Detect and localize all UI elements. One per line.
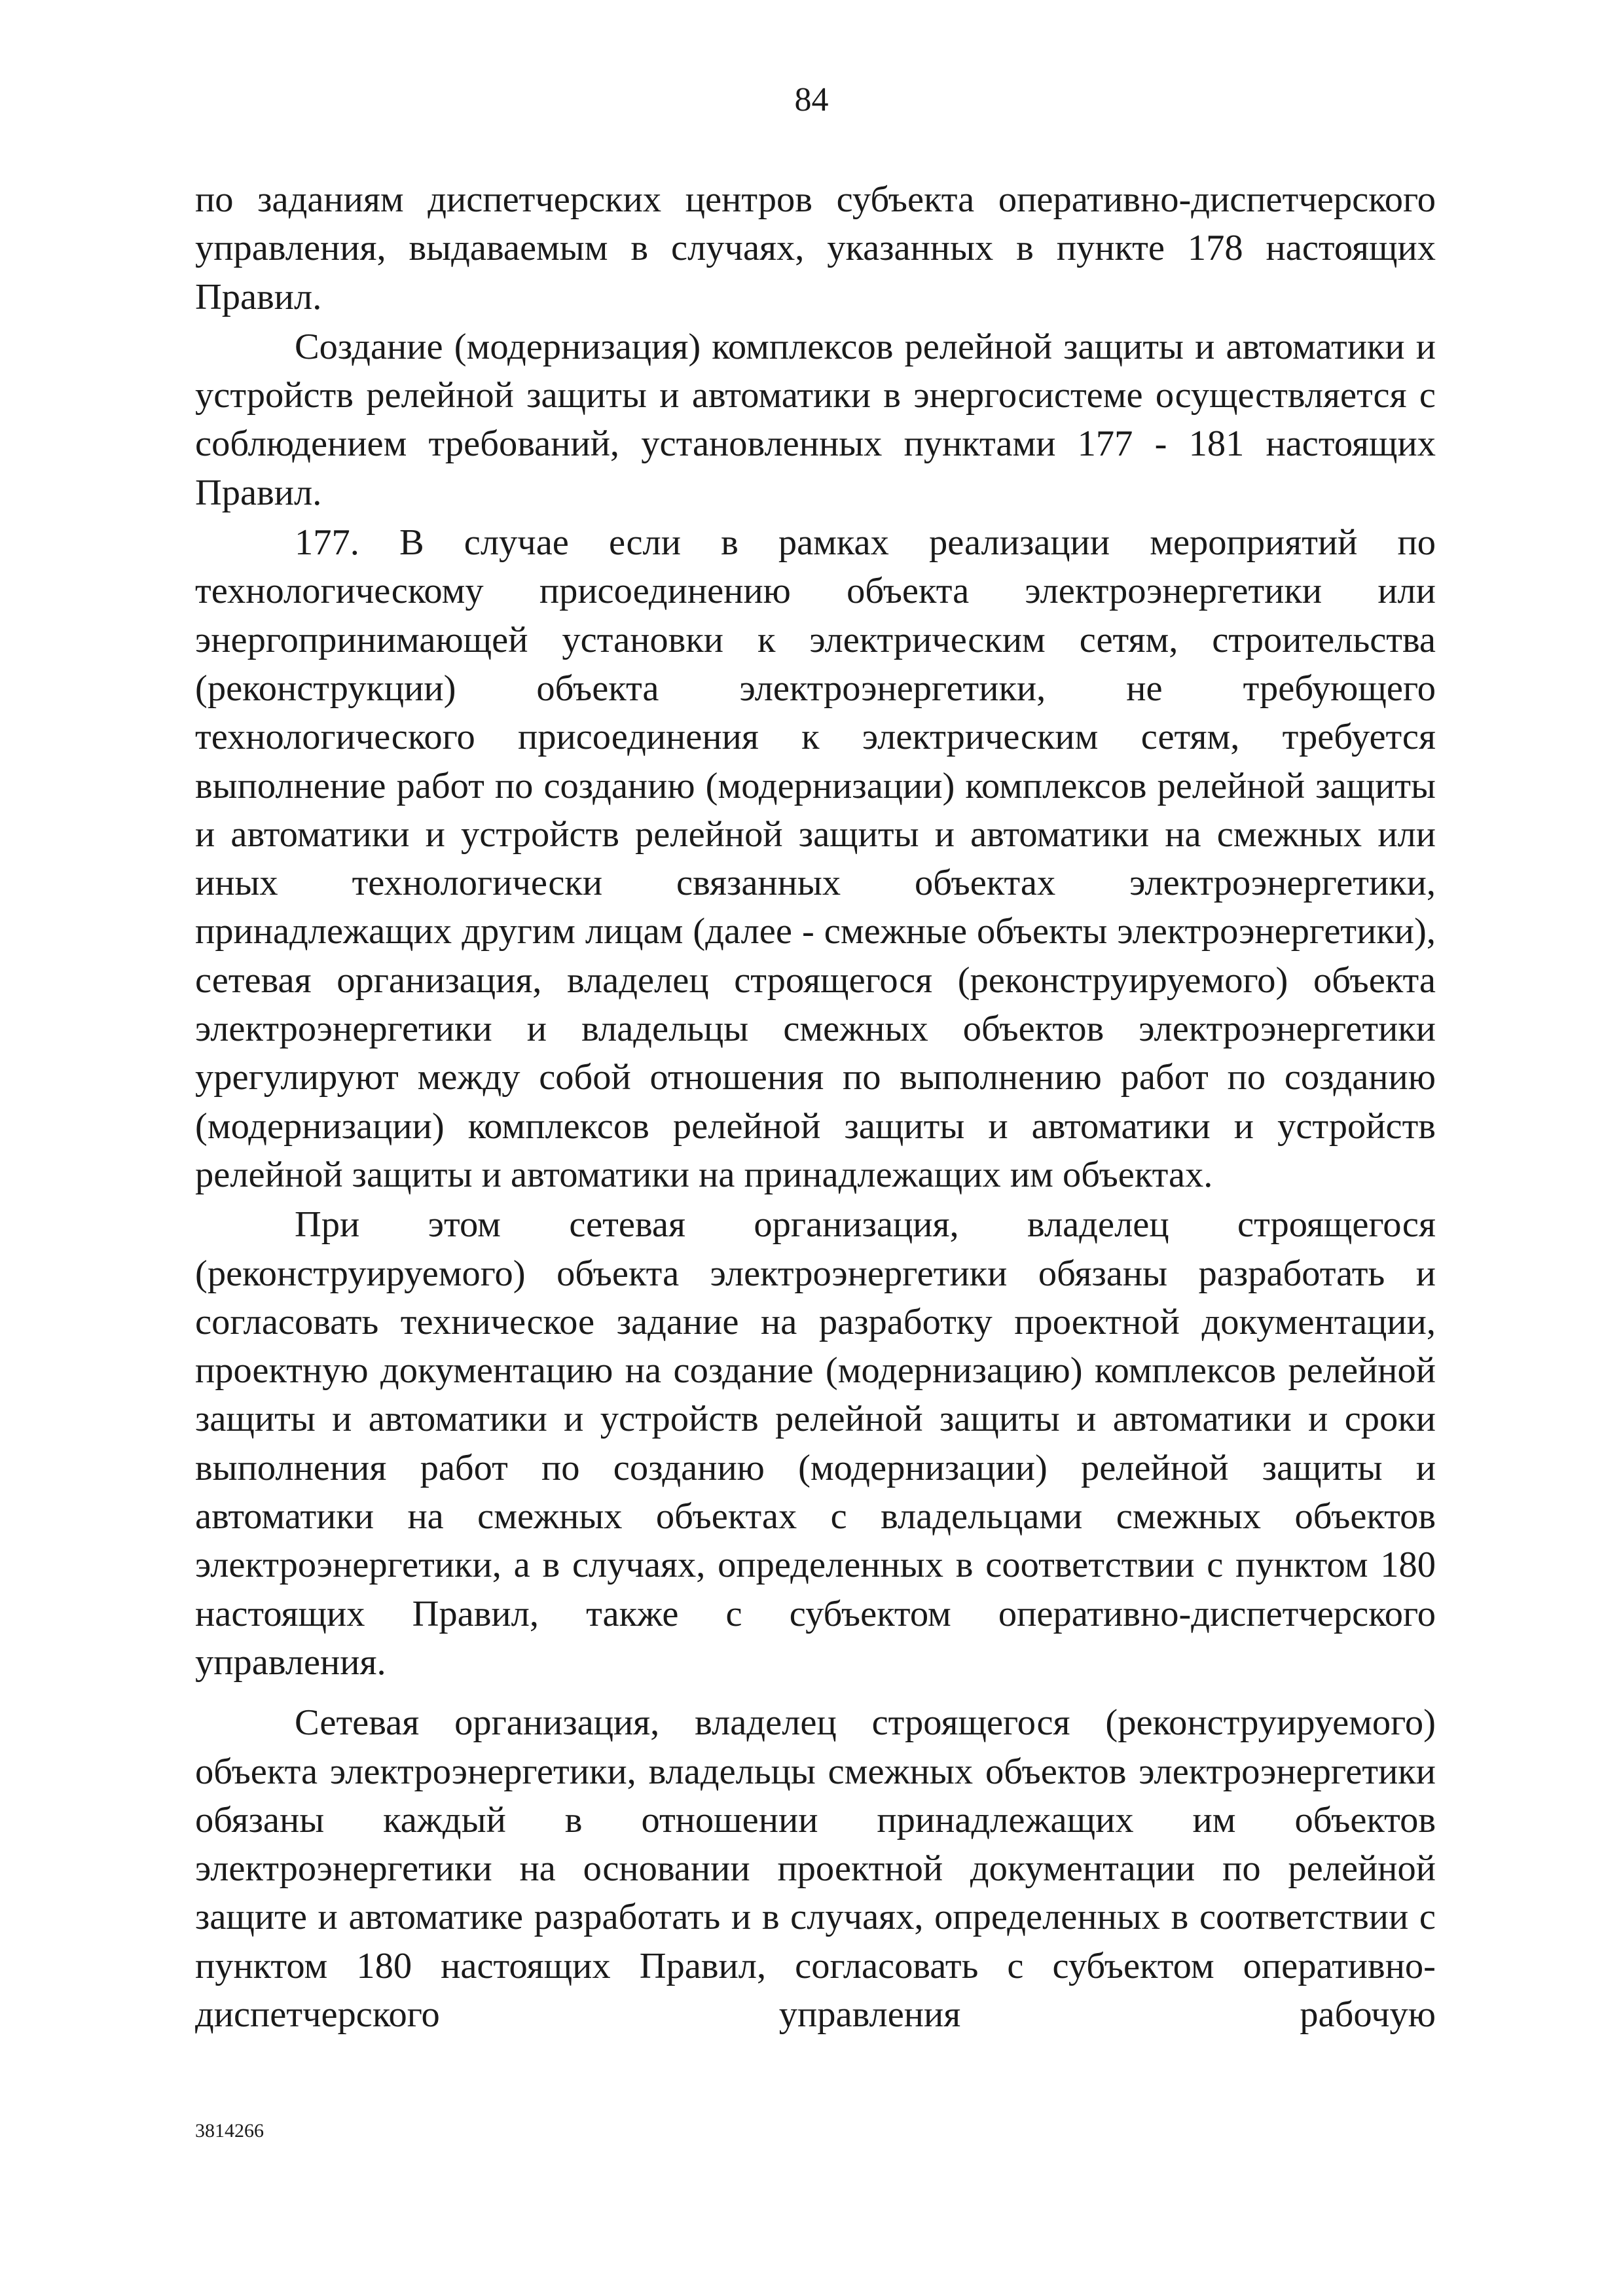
paragraph-clause-177: 177. В случае если в рамках реализации мероприятий по технологическому присоединению объекта электроэнергетики или энергопринимающей установки к электрическим сетям, строительства (реконструкции) объекта электроэнергетики, не требующего технологического присоединения к электрическим сетям, требуется выполнение работ по созданию (модернизации) комплексов релейной защиты и автоматики и устройств релейной защиты и автоматики на смежных или иных технологически связанных объектах электроэнергетики, принадлежащих другим лицам (далее - смежные объекты электроэнергетики), сетевая организация, владелец строящегося (реконструируемого) объекта электроэнергетики и владельцы смежных объектов электроэнергетики урегулируют между собой отношения по выполнению работ по созданию (модернизации) комплексов релейной защиты и автоматики и устройств релейной защиты и автоматики на принадлежащих им объектах. [195,522,1436,1195]
paragraph-continuation: по заданиям диспетчерских центров субъекта оперативно-диспетчерского управления, выдаваемым в случаях, указанных в пункте 178 настоящих Правил. [195,179,1436,317]
paragraph-working-documentation: Сетевая организация, владелец строящегося (реконструируемого) объекта электроэнергетики, владельцы смежных объектов электроэнергетики обязаны каждый в отношении принадлежащих им объектов электроэнергетики на основании проектной документации по релейной защите и автоматике разработать и в случаях, определенных в соответствии с пунктом 180 настоящих Правил, согласовать с субъектом оперативно-диспетчерского управления рабочую [195,1702,1436,2035]
paragraph-rza-creation: Создание (модернизация) комплексов релейной защиты и автоматики и устройств релейной защиты и автоматики в энергосистеме осуществляется с соблюдением требований, установленных пунктами 177 - 181 настоящих Правил. [195,326,1436,513]
document-code: 3814266 [195,2120,264,2142]
page-number: 84 [794,81,829,118]
document-body [195,175,1436,2039]
paragraph-technical-assignment: При этом сетевая организация, владелец строящегося (реконструируемого) объекта электроэнергетики обязаны разработать и согласовать техническое задание на разработку проектной документации, проектную документацию на создание (модернизацию) комплексов релейной защиты и автоматики и устройств релейной защиты и автоматики и сроки выполнения работ по созданию (модернизации) релейной защиты и автоматики на смежных объектах с владельцами смежных объектов электроэнергетики, а в случаях, определенных в соответствии с пунктом 180 настоящих Правил, также с субъектом оперативно-диспетчерского управления. [195,1204,1436,1683]
